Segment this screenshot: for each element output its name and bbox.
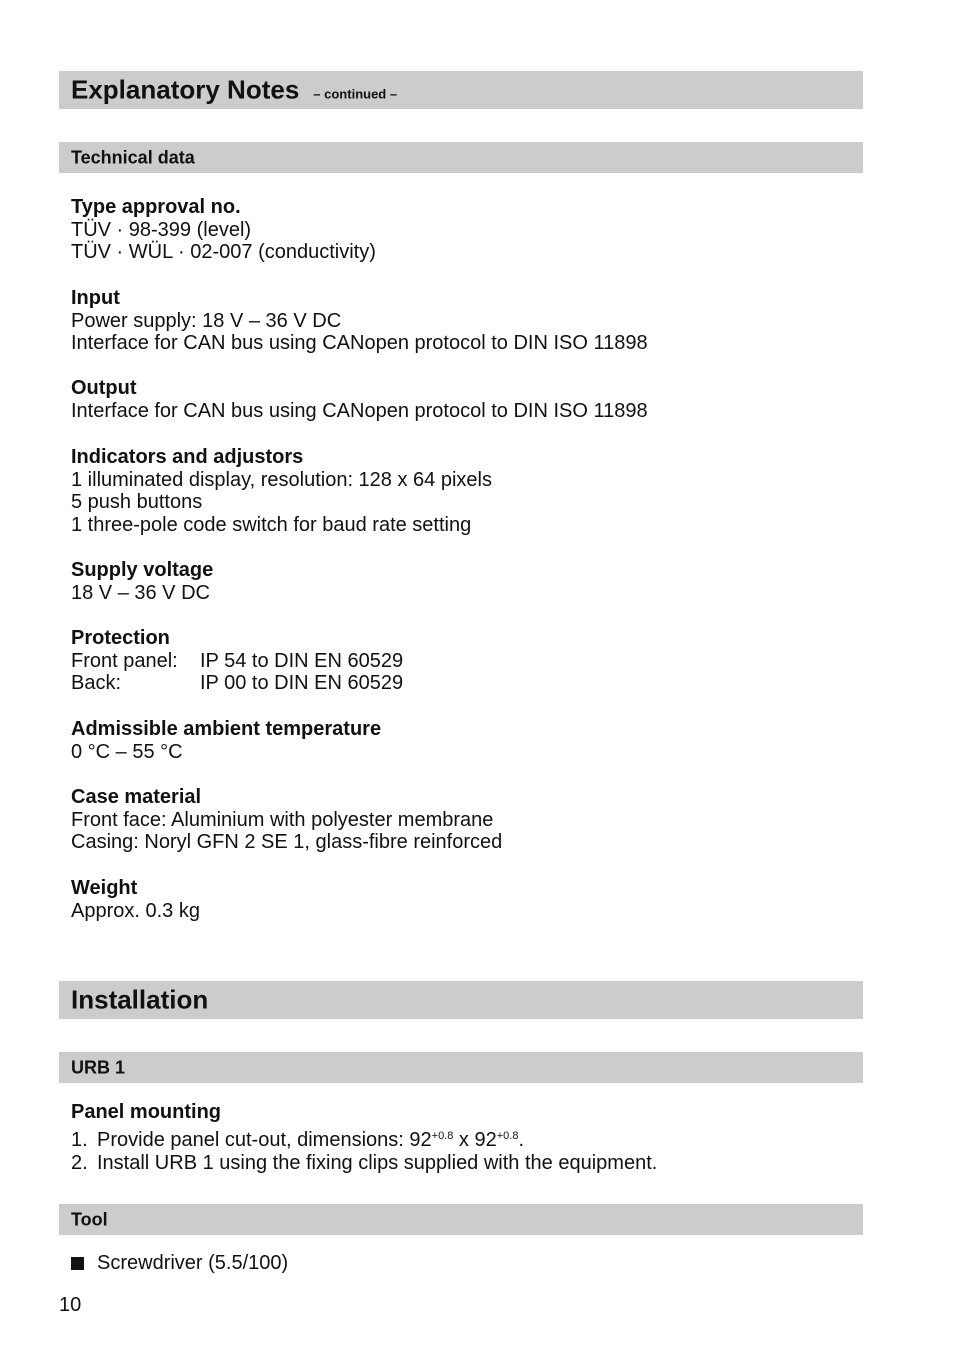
step-text: Provide panel cut-out, dimensions: $92^{+0.8}$ x $92^{+0.8}$. bbox=[97, 1129, 524, 1151]
type-approval-line: TÜV · 98-399 (level) bbox=[71, 218, 252, 241]
output-title: Output bbox=[71, 377, 137, 399]
input-block bbox=[71, 287, 648, 355]
input-title: Input bbox=[71, 287, 120, 309]
supply-voltage-title: Supply voltage bbox=[71, 559, 214, 581]
section-header-explanatory-notes bbox=[59, 71, 863, 109]
weight-title: Weight bbox=[71, 877, 138, 899]
indicators-block bbox=[71, 446, 492, 537]
technical-data-heading: Technical data bbox=[71, 147, 195, 167]
section-header-technical-data bbox=[59, 142, 863, 173]
urb1-heading: URB 1 bbox=[71, 1057, 126, 1077]
indicators-line: 5 push buttons bbox=[71, 491, 203, 514]
input-line: Power supply: 18 V – 36 V DC bbox=[71, 309, 342, 332]
weight-line: Approx. 0.3 kg bbox=[71, 899, 200, 922]
type-approval-line: TÜV · WÜL · 02-007 (conductivity) bbox=[71, 241, 376, 264]
protection-row bbox=[71, 650, 403, 673]
tool-list-item bbox=[71, 1252, 288, 1275]
case-material-line: Front face: Aluminium with polyester membrane bbox=[71, 808, 494, 831]
output-block bbox=[71, 377, 648, 422]
continued-label: – continued – bbox=[313, 86, 398, 102]
section-header-tool bbox=[59, 1204, 863, 1235]
panel-mounting-steps bbox=[71, 1129, 657, 1174]
input-line: Interface for CAN bus using CANopen protocol to DIN ISO 11898 bbox=[71, 332, 648, 355]
protection-block bbox=[71, 627, 403, 695]
protection-key: Back: bbox=[71, 672, 122, 695]
type-approval-title: Type approval no. bbox=[71, 196, 241, 218]
page-number: 10 bbox=[59, 1294, 82, 1316]
protection-title: Protection bbox=[71, 627, 170, 649]
temperature-block bbox=[71, 718, 381, 763]
temperature-line: 0 °C – 55 °C bbox=[71, 740, 183, 763]
protection-row bbox=[71, 672, 403, 695]
indicators-line: 1 three-pole code switch for baud rate setting bbox=[71, 514, 472, 537]
weight-block bbox=[71, 877, 200, 922]
case-material-block bbox=[71, 786, 502, 854]
supply-voltage-block bbox=[71, 559, 213, 604]
protection-value: IP 00 to DIN EN 60529 bbox=[200, 672, 404, 695]
list-item bbox=[71, 1129, 657, 1152]
indicators-title: Indicators and adjustors bbox=[71, 446, 304, 468]
case-material-title: Case material bbox=[71, 786, 202, 808]
step-number: 2. bbox=[71, 1151, 88, 1174]
case-material-line: Casing: Noryl GFN 2 SE 1, glass-fibre reinforced bbox=[71, 831, 503, 854]
output-line: Interface for CAN bus using CANopen protocol to DIN ISO 11898 bbox=[71, 399, 648, 422]
supply-voltage-line: 18 V – 36 V DC bbox=[71, 581, 210, 604]
step-number: 1. bbox=[71, 1129, 88, 1151]
tool-item-text: Screwdriver (5.5/100) bbox=[97, 1252, 289, 1274]
type-approval-block bbox=[71, 196, 376, 264]
square-bullet-icon bbox=[71, 1257, 84, 1270]
step-text: Install URB 1 using the fixing clips supplied with the equipment. bbox=[97, 1151, 658, 1174]
list-item bbox=[71, 1152, 657, 1175]
indicators-line: 1 illuminated display, resolution: 128 x 64 pixels bbox=[71, 468, 492, 491]
temperature-title: Admissible ambient temperature bbox=[71, 718, 382, 740]
page-title: Explanatory Notes bbox=[71, 74, 300, 105]
panel-mounting-title-block bbox=[71, 1101, 221, 1124]
section-header-installation bbox=[59, 981, 863, 1019]
protection-value: IP 54 to DIN EN 60529 bbox=[200, 649, 404, 672]
installation-title: Installation bbox=[71, 984, 209, 1015]
section-header-urb1 bbox=[59, 1052, 863, 1083]
protection-key: Front panel: bbox=[71, 649, 178, 672]
panel-mounting-title: Panel mounting bbox=[71, 1101, 221, 1123]
tool-heading: Tool bbox=[71, 1209, 108, 1229]
